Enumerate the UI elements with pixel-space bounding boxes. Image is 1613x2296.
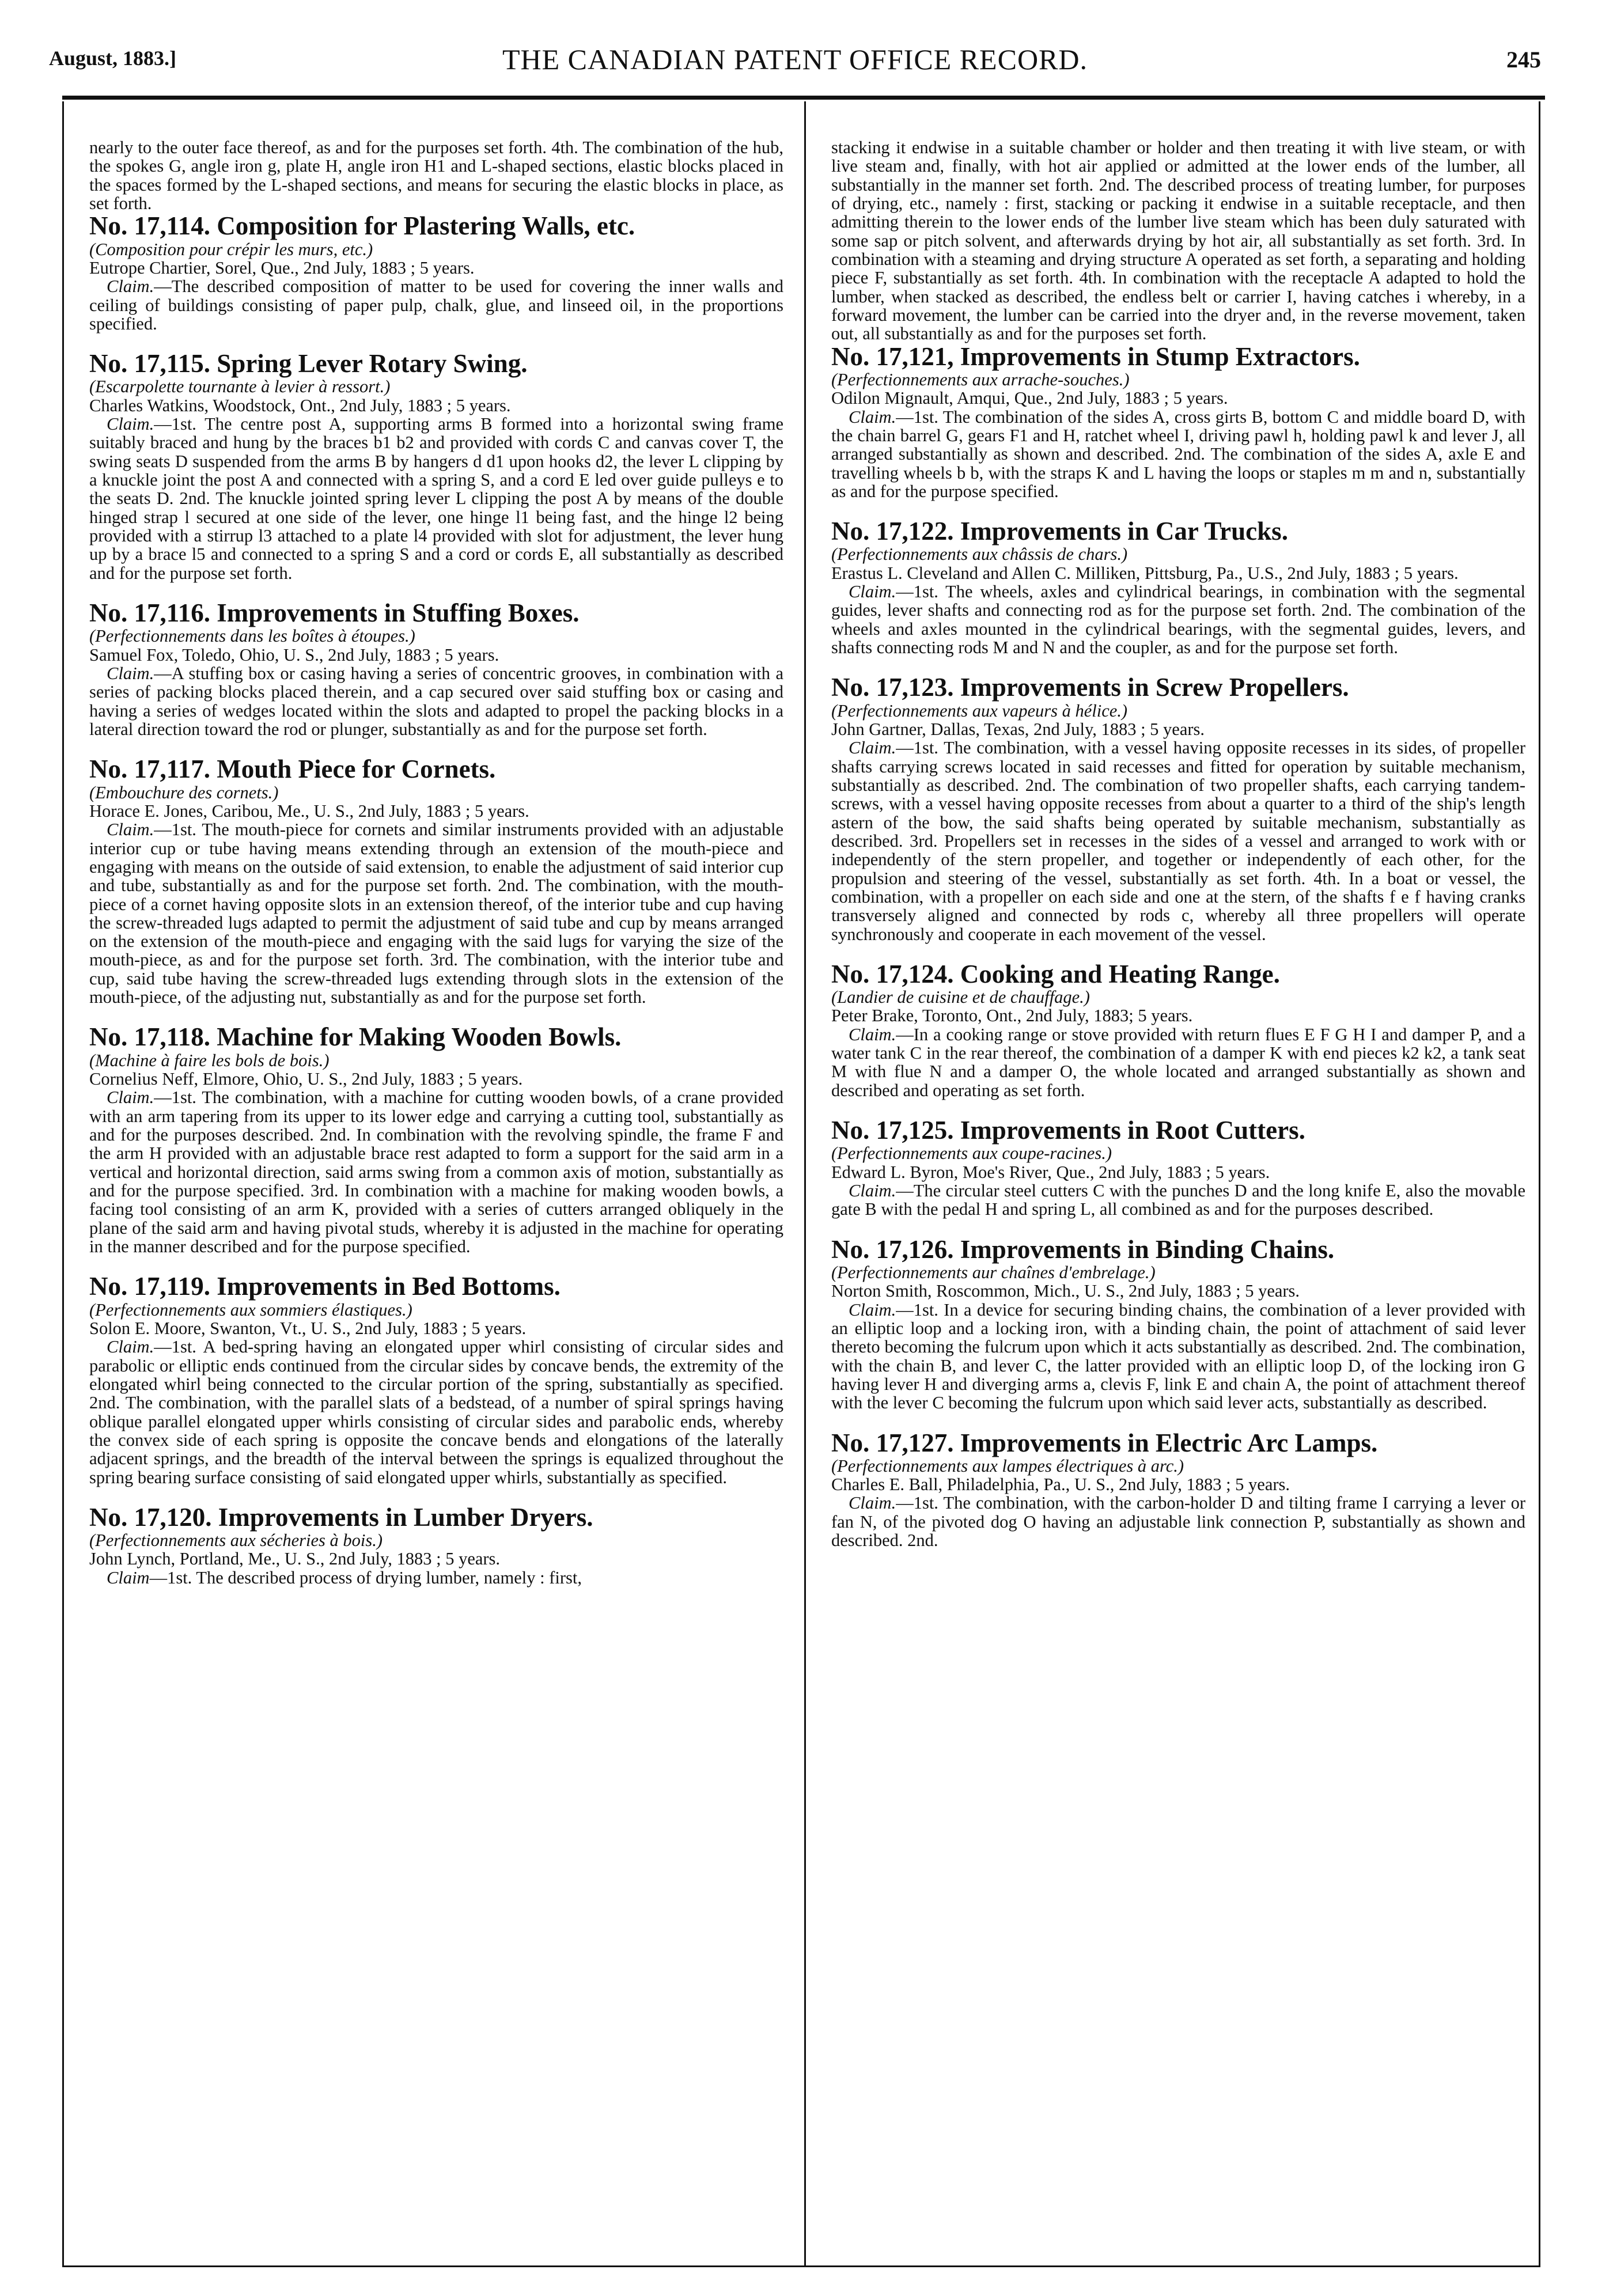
patent-applicant: Eutrope Chartier, Sorel, Que., 2nd July, 1883 ; 5 years. (89, 257, 475, 278)
patent-applicant: Norton Smith, Roscommon, Mich., U. S., 2nd July, 1883 ; 5 years. (831, 1281, 1300, 1301)
patent-translation: (Perfectionnements aux châssis de chars.) (831, 544, 1128, 564)
left-column (89, 138, 783, 1587)
patent-entry (831, 518, 1525, 657)
patent-applicant: Peter Brake, Toronto, Ont., 2nd July, 1883; 5 years. (831, 1006, 1193, 1026)
patent-entry (831, 1430, 1525, 1550)
claim-label: Claim. (849, 407, 896, 427)
patent-entry (831, 961, 1525, 1100)
claim-text: —A stuffing box or casing having a series of concentric grooves, in combination with a series of packing blocks placed therein, and a cap secured over said stuffing box or casing and having a series of wedges located within the slots and adapted to propel the packing blocks in a lateral direction toward the rod or plunger, substantially as and for the purpose set forth. (89, 663, 783, 739)
patent-claim (831, 738, 1525, 944)
patent-entry (89, 1504, 783, 1587)
patent-title: No. 17,117. Mouth Piece for Cornets. (89, 755, 496, 784)
patent-list-right (831, 343, 1525, 1550)
patent-claim (831, 1301, 1525, 1412)
patent-title: No. 17,115. Spring Lever Rotary Swing. (89, 349, 528, 378)
claim-label: Claim. (107, 1088, 154, 1108)
patent-translation: (Perfectionnements aux coupe-racines.) (831, 1143, 1112, 1164)
claim-text: —1st. The combination, with a vessel having opposite recesses in its sides, of propeller shafts carrying screws located in said recesses and fitted for operation by suitable mechanism, substantially as described. 2nd. The combination of two propeller shafts, each carrying tandem-screws, with a vessel having opposite recesses from about a quarter to a third of the ship's length astern of the bow, the said shafts being operated by suitable mechanism, substantially as described. 3rd. Propellers set in recesses in the sides of a vessel and arranged to work with or independently of the stern propeller, and together or independently of each other, for the propulsion and steering of the vessel, substantially as set forth. 4th. In a boat or vessel, the combination, with a propeller on each side and one at the stern, of the shafts f e f having cranks transversely aligned and connected by rods c, whereby all three propellers will operate synchronously and cooperate in each movement of the vessel. (831, 738, 1525, 944)
claim-label: Claim. (107, 1337, 154, 1357)
patent-translation: (Perfectionnements aur chaînes d'embrelage.) (831, 1262, 1156, 1282)
patent-entry (831, 1117, 1525, 1219)
patent-title: No. 17,126. Improvements in Binding Chains. (831, 1234, 1335, 1264)
continuation-text: nearly to the outer face thereof, as and for the purposes set forth. 4th. The combination of the hub, the spokes G, angle iron g, plate H, angle iron H1 and L-shaped sections, elastic blocks placed in the spaces formed by the L-shaped sections, and means for securing the elastic blocks in place, as set forth. (89, 138, 783, 213)
patent-entry (89, 756, 783, 1006)
patent-claim (831, 1181, 1525, 1219)
claim-label: Claim (107, 1567, 150, 1588)
patent-title: No. 17,127. Improvements in Electric Arc Lamps. (831, 1428, 1378, 1457)
claim-label: Claim. (107, 663, 154, 683)
patent-translation: (Machine à faire les bols de bois.) (89, 1050, 330, 1070)
claim-text: —1st. The centre post A, supporting arms B formed into a horizontal swing frame suitably braced and hung by the braces b1 b2 and provided with cords C and canvas cover T, the swing seats D suspended from the arms B by hangers d d1 upon hooks d2, the lever L clipping by a knuckle joint the post A and connected with a spring S, and a cord E led over guide pulleys e to the seats D. 2nd. The knuckle jointed spring lever L clipping the post A by means of the double hinged strap l secured at one side of the lever, one hinge l1 being fast, and the hinge l2 being provided with a stirrup l3 attached to a plate l4 provided with slot for adjustment, the lever hung up by a brace l5 and connected to a spring S and a cord or cords E, all substantially as described and for the purpose set forth. (89, 414, 783, 583)
patent-entry (89, 1024, 783, 1256)
patent-translation: (Perfectionnements aux lampes électriques à arc.) (831, 1456, 1184, 1476)
claim-label: Claim. (849, 1493, 896, 1513)
patent-claim (89, 1338, 783, 1487)
claim-label: Claim. (107, 414, 154, 434)
patent-claim (831, 582, 1525, 657)
patent-applicant: John Gartner, Dallas, Texas, 2nd July, 1883 ; 5 years. (831, 719, 1205, 739)
patent-entry (89, 600, 783, 738)
patent-title: No. 17,114. Composition for Plastering Walls, etc. (89, 211, 635, 241)
patent-translation: (Landier de cuisine et de chauffage.) (831, 987, 1090, 1007)
claim-text: —1st. In a device for securing binding chains, the combination of a lever provided with an elliptic loop and a locking iron, with a binding chain, the point of attachment of said lever thereto becoming the fulcrum upon which it acts substantially as described. 2nd. The combination, with the chain B, and lever C, the latter provided with an elliptic loop D, of the locking iron G having lever H and diverging arms a, clevis F, link E and chain A, the point of attachment thereof with the lever C becoming the fulcrum upon which said lever acts, substantially as described. (831, 1299, 1525, 1413)
patent-title: No. 17,116. Improvements in Stuffing Boxes. (89, 598, 580, 628)
claim-text: —The circular steel cutters C with the punches D and the long knife E, also the movable gate B with the pedal H and spring L, all combined as and for the purposes described. (831, 1181, 1525, 1219)
patent-translation: (Perfectionnements aux arrache-souches.) (831, 369, 1130, 389)
patent-entry (831, 1236, 1525, 1412)
patent-translation: (Escarpolette tournante à levier à ressort.) (89, 377, 391, 397)
claim-label: Claim. (849, 1299, 896, 1320)
claim-text: —1st. The combination, with a machine for cutting wooden bowls, of a crane provided with an arm tapering from its upper to its lower edge and carrying a cutting tool, substantially as and for the purposes described. 2nd. In combination with the revolving spindle, the frame F and the arm H provided with an adjustable brace rest adapted to form a support for the said arm in a vertical and horizontal direction, said arms swing from a common axis of motion, substantially as and for the purpose specified. 3rd. In combination with a machine for making wooden bowls, a facing tool consisting of an arm K, provided with a series of cutters arranged obliquely in the plane of the said arm and having pivotal studs, whereby it is adjusted in the machine for operating in the manner described and for the purpose specified. (89, 1088, 783, 1256)
patent-applicant: Cornelius Neff, Elmore, Ohio, U. S., 2nd July, 1883 ; 5 years. (89, 1069, 523, 1089)
patent-entry (89, 1273, 783, 1487)
patent-translation: (Perfectionnements aux vapeurs à hélice.) (831, 700, 1128, 721)
patent-applicant: Samuel Fox, Toledo, Ohio, U. S., 2nd July, 1883 ; 5 years. (89, 645, 499, 665)
claim-text: —1st. The combination, with the carbon-holder D and tilting frame I carrying a lever or fan N, of the pivoted dog O having an adjustable link connection P, substantially as shown and described. 2nd. (831, 1493, 1525, 1551)
patent-title: No. 17,120. Improvements in Lumber Dryers. (89, 1502, 593, 1532)
patent-claim (831, 1025, 1525, 1100)
patent-applicant: Horace E. Jones, Caribou, Me., U. S., 2nd July, 1883 ; 5 years. (89, 801, 529, 821)
claim-label: Claim. (849, 1181, 896, 1201)
patent-claim (89, 415, 783, 582)
patent-entry (831, 343, 1525, 501)
patent-title: No. 17,121, Improvements in Stump Extractors. (831, 342, 1360, 371)
patent-claim (89, 1568, 783, 1587)
page-number: 245 (1506, 47, 1541, 73)
publication-title: THE CANADIAN PATENT OFFICE RECORD. (502, 43, 1088, 75)
claim-text: —In a cooking range or stove provided with return flues E F G H I and damper P, and a water tank C in the rear thereof, the combination of a damper K with end pieces k2 k2, a tank seat M with flue N and a damper O, the whole located and arranged substantially as shown and described and operating as set forth. (831, 1024, 1525, 1100)
patent-title: No. 17,118. Machine for Making Wooden Bowls. (89, 1022, 622, 1052)
patent-applicant: Charles E. Ball, Philadelphia, Pa., U. S., 2nd July, 1883 ; 5 years. (831, 1475, 1290, 1495)
column-divider (804, 101, 806, 2267)
patent-applicant: John Lynch, Portland, Me., U. S., 2nd July, 1883 ; 5 years. (89, 1549, 501, 1569)
claim-label: Claim. (107, 276, 154, 297)
continuation-text: stacking it endwise in a suitable chamber or holder and then treating it with live steam, or with live steam and, finally, with hot air applied or admitted at the lower ends of the lumber, all substantially in the manner set forth. 2nd. The described process of treating lumber, for purposes of drying, etc., namely : first, stacking or packing it endwise in a suitable receptacle, and then admitting therein to the lower ends of the lumber live steam which has been duly saturated with some sap or pitch solvent, and afterwards drying by hot air, all substantially as set forth. 3rd. In combination with a steaming and drying structure A operated as set forth, a separating and holding piece F, substantially as set forth. 4th. In combination with the receptacle A adapted to hold the lumber, when stacked as described, the endless belt or carrier I, having catches i whereby, in a forward movement, the lumber can be carried into the dryer and, in the reverse movement, taken out, all substantially as and for the purposes set forth. (831, 138, 1525, 344)
patent-entry (89, 350, 783, 582)
patent-title: No. 17,125. Improvements in Root Cutters. (831, 1116, 1305, 1145)
claim-text: —1st. The wheels, axles and cylindrical bearings, in combination with the segmental guides, lever shafts and connecting rod as for the purpose set forth. 2nd. The combination of the wheels and axles mounted in the cylindrical bearings, with the segmental guides, levers, and shafts connecting rods M and N and the coupler, as and for the purpose set forth. (831, 582, 1525, 658)
patent-claim (831, 408, 1525, 501)
patent-claim (89, 664, 783, 738)
page-header (49, 43, 1541, 81)
patent-applicant: Charles Watkins, Woodstock, Ont., 2nd July, 1883 ; 5 years. (89, 395, 511, 415)
patent-list-left (89, 213, 783, 1587)
patent-applicant: Erastus L. Cleveland and Allen C. Milliken, Pittsburg, Pa., U.S., 2nd July, 1883 ; 5 years. (831, 563, 1459, 583)
patent-claim (831, 1494, 1525, 1549)
patent-translation: (Perfectionnements aux sommiers élastiques.) (89, 1299, 412, 1320)
patent-claim (89, 820, 783, 1006)
patent-applicant: Odilon Mignault, Amqui, Que., 2nd July, 1883 ; 5 years. (831, 388, 1228, 408)
claim-text: —1st. The described process of drying lumber, namely : first, (149, 1567, 582, 1588)
claim-text: —1st. The mouth-piece for cornets and similar instruments provided with an adjustable interior cup or tube having means extending through an extension of the mouth-piece and engaging with means on the outside of said extension, to enable the adjustment of said interior cup and tube, substantially as and for the purpose set forth. 2nd. The combination, with the mouth-piece of a cornet having opposite slots in an extension thereof, of the interior tube and cup having the screw-threaded lugs adapted to permit the adjustment of said tube and cup by means arranged on the extension of the mouth-piece and engaging with the said lugs for varying the size of the mouth-piece, as and for the purpose set forth. 3rd. The combination, with the interior tube and cup, said tube having the screw-threaded lugs extending through slots in the extension of the mouth-piece, of the adjusting nut, substantially as and for the purpose set forth. (89, 820, 783, 1007)
patent-title: No. 17,124. Cooking and Heating Range. (831, 959, 1280, 988)
patent-title: No. 17,122. Improvements in Car Trucks. (831, 517, 1288, 546)
claim-text: —The described composition of matter to be used for covering the inner walls and ceiling of buildings consisting of paper pulp, chalk, glue, and linseed oil, in the proportions specified. (89, 276, 783, 334)
patent-entry (831, 674, 1525, 944)
claim-label: Claim. (849, 738, 896, 758)
patent-translation: (Embouchure des cornets.) (89, 782, 279, 802)
patent-translation: (Composition pour crépir les murs, etc.) (89, 239, 373, 259)
patent-title: No. 17,119. Improvements in Bed Bottoms. (89, 1272, 561, 1301)
patent-translation: (Perfectionnements aux sécheries à bois.) (89, 1530, 383, 1551)
patent-applicant: Solon E. Moore, Swanton, Vt., U. S., 2nd July, 1883 ; 5 years. (89, 1318, 527, 1338)
patent-applicant: Edward L. Byron, Moe's River, Que., 2nd July, 1883 ; 5 years. (831, 1162, 1270, 1182)
patent-entry (89, 213, 783, 333)
patent-translation: (Perfectionnements dans les boîtes à étoupes.) (89, 626, 415, 646)
issue-date: August, 1883.] (49, 47, 177, 70)
patent-claim (89, 277, 783, 333)
claim-text: —1st. The combination of the sides A, cross girts B, bottom C and middle board D, with the chain barrel G, gears F1 and H, ratchet wheel I, driving pawl h, holding pawl k and lever J, all arranged substantially as shown and described. 2nd. The combination of the sides A, axle E and travelling wheels b b, with the straps K and L having the loops or staples m m and n, substantially as and for the purpose specified. (831, 407, 1525, 501)
claim-label: Claim. (107, 820, 154, 840)
claim-label: Claim. (849, 582, 896, 602)
patent-title: No. 17,123. Improvements in Screw Propellers. (831, 673, 1349, 702)
claim-text: —1st. A bed-spring having an elongated upper whirl consisting of circular sides and parabolic or elliptic ends continued from the circular sides by concave bends, the extremity of the elongated whirl being connected to the circular portion of the spring, substantially as specified. 2nd. The combination, with the parallel slats of a bedstead, of a number of spiral springs having oblique parallel elongated upper whirls consisting of circular sides and parabolic ends, whereby the convex side of each spring is opposite the concave bends and elongations of the laterally adjacent springs, and the breadth of the interval between the springs is equalized throughout the spring bearing surface consisting of said elongated upper whirls, substantially as specified. (89, 1337, 783, 1487)
patent-claim (89, 1088, 783, 1256)
header-rule (62, 96, 1545, 100)
claim-label: Claim. (849, 1024, 896, 1044)
right-column (831, 138, 1525, 1549)
